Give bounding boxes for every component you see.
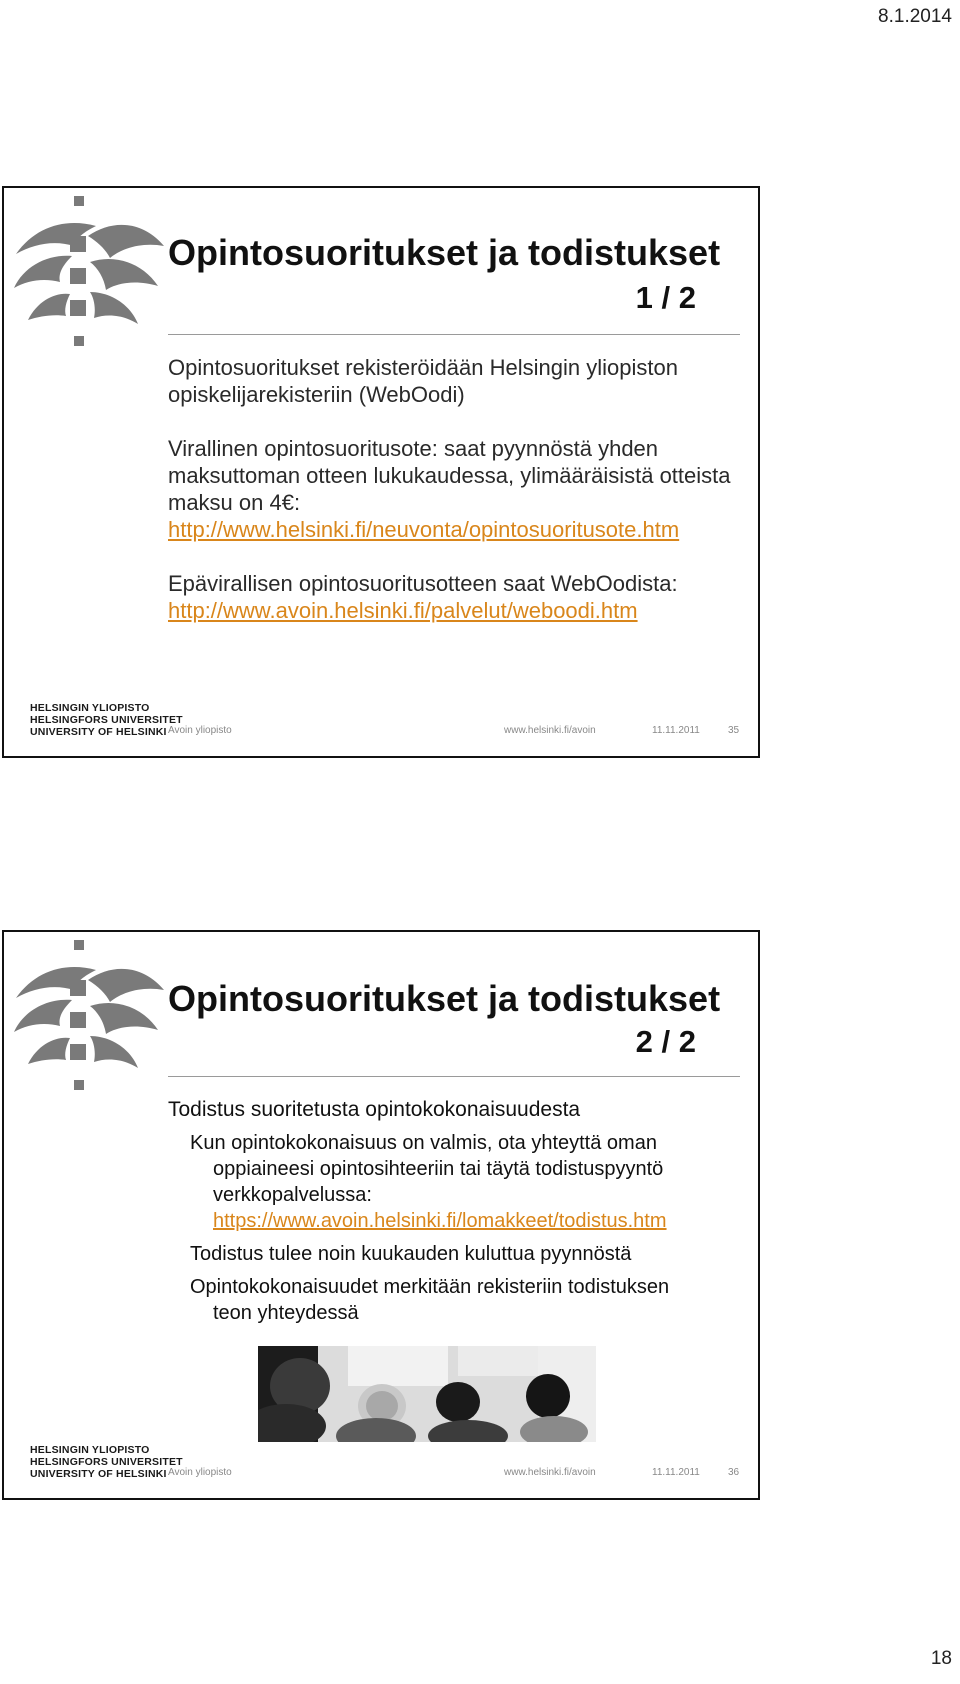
certificate-form-link[interactable]: https://www.avoin.helsinki.fi/lomakkeet/todistus.htm bbox=[213, 1210, 667, 1232]
title-divider bbox=[168, 1076, 740, 1077]
item-line: Todistus tulee noin kuukauden kuluttua pyynnöstä bbox=[190, 1243, 632, 1265]
footer-date: 11.11.2011 bbox=[652, 725, 700, 736]
slide-body bbox=[168, 354, 748, 624]
certificate-item-registration bbox=[168, 1274, 748, 1326]
paragraph-official-transcript: Virallinen opintosuoritusote: saat pyynnöstä yhden maksuttoman otteen lukukaudessa, ylimääräisistä otteista maksu on 4€: bbox=[168, 436, 731, 515]
item-line: verkkopalvelussa: bbox=[213, 1184, 372, 1206]
paragraph-unofficial-transcript-link-line bbox=[168, 597, 748, 624]
slide-35 bbox=[2, 186, 760, 758]
page-number: 18 bbox=[930, 1648, 952, 1669]
footer-department: Avoin yliopisto bbox=[168, 1467, 232, 1478]
slide-number: 35 bbox=[728, 725, 740, 736]
paragraph-registration: Opintosuoritukset rekisteröidään Helsingin yliopiston opiskelijarekisteriin (WebOodi) bbox=[168, 355, 678, 407]
slide-subtitle: 1 / 2 bbox=[635, 280, 696, 315]
flame-logo-icon bbox=[14, 940, 166, 1090]
slide-36 bbox=[2, 930, 760, 1500]
official-transcript-link[interactable]: http://www.helsinki.fi/neuvonta/opintosuoritusote.htm bbox=[168, 517, 680, 542]
footer-url: www.helsinki.fi/avoin bbox=[504, 1467, 596, 1478]
item-line: Opintokokonaisuudet merkitään rekisteriin todistuksen bbox=[190, 1276, 670, 1298]
university-name bbox=[30, 1444, 183, 1480]
slide-title: Opintosuoritukset ja todistukset bbox=[168, 232, 721, 273]
paragraph-official-transcript-link-line bbox=[168, 516, 748, 543]
university-name-sv: HELSINGFORS UNIVERSITET bbox=[30, 1456, 183, 1468]
page-date: 8.1.2014 bbox=[878, 6, 952, 27]
slide-subtitle: 2 / 2 bbox=[635, 1024, 696, 1059]
slide-title: Opintosuoritukset ja todistukset bbox=[168, 978, 721, 1019]
item-line: teon yhteydessä bbox=[213, 1302, 359, 1324]
certificate-link-line bbox=[168, 1208, 748, 1234]
flame-logo-icon bbox=[14, 196, 166, 346]
item-line: Kun opintokokonaisuus on valmis, ota yhteyttä oman bbox=[190, 1132, 657, 1154]
university-name-en: UNIVERSITY OF HELSINKI bbox=[30, 726, 167, 738]
university-name bbox=[30, 702, 183, 738]
students-photo bbox=[258, 1346, 596, 1442]
weboodi-link[interactable]: http://www.avoin.helsinki.fi/palvelut/weboodi.htm bbox=[168, 598, 638, 623]
certificate-item-delivery bbox=[168, 1241, 748, 1267]
certificate-heading: Todistus suoritetusta opintokokonaisuudesta bbox=[168, 1098, 581, 1121]
slide-number: 36 bbox=[728, 1467, 740, 1478]
footer-date: 11.11.2011 bbox=[652, 1467, 700, 1478]
university-name-fi: HELSINGIN YLIOPISTO bbox=[30, 702, 150, 714]
certificate-item-request bbox=[168, 1130, 748, 1234]
university-name-sv: HELSINGFORS UNIVERSITET bbox=[30, 714, 183, 726]
paragraph-unofficial-transcript: Epävirallisen opintosuoritusotteen saat WebOodista: bbox=[168, 571, 678, 596]
item-line: oppiaineesi opintosihteeriin tai täytä todistuspyyntö bbox=[213, 1158, 664, 1180]
footer-department: Avoin yliopisto bbox=[168, 725, 232, 736]
university-name-en: UNIVERSITY OF HELSINKI bbox=[30, 1468, 167, 1480]
title-divider bbox=[168, 334, 740, 335]
university-name-fi: HELSINGIN YLIOPISTO bbox=[30, 1444, 150, 1456]
footer-url: www.helsinki.fi/avoin bbox=[504, 725, 596, 736]
slide-body bbox=[168, 1096, 748, 1326]
